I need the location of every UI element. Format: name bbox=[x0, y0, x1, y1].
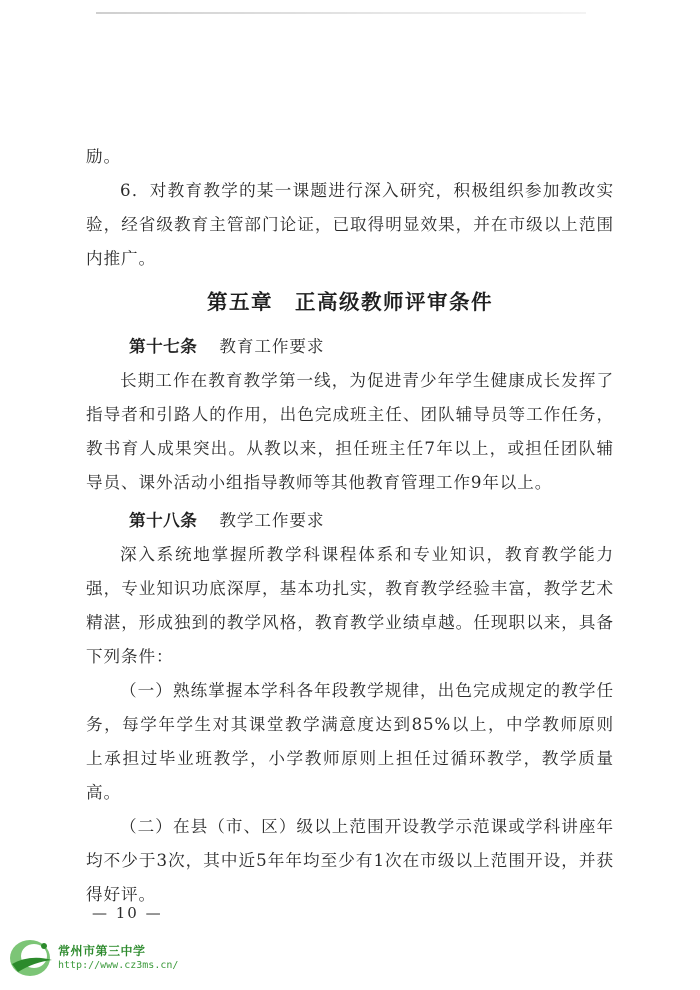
item-6: 6．对教育教学的某一课题进行深入研究，积极组织参加教改实验，经省级教育主管部门论证，已取得明显效果，并在市级以上范围内推广。 bbox=[86, 181, 614, 268]
chapter-number: 第五章 bbox=[207, 290, 273, 314]
article-17-paragraph: 长期工作在教育教学第一线，为促进青少年学生健康成长发挥了指导者和引路人的作用，出色完成班主任、团队辅导员等工作任务，教书育人成果突出。从教以来，担任班主任7年以上，或担任团队辅导员、课外活动小组指导教师等其他教育管理工作9年以上。 bbox=[86, 371, 614, 492]
top-border-line bbox=[96, 12, 586, 14]
watermark-url[interactable]: http://www.cz3ms.cn/ bbox=[58, 960, 179, 971]
document-page bbox=[86, 140, 614, 912]
article-18-item-2: （二）在县（市、区）级以上范围开设教学示范课或学科讲座年均不少于3次，其中近5年年均至少有1次在市级以上范围开设，并获得好评。 bbox=[86, 817, 614, 904]
article-title: 教育工作要求 bbox=[219, 337, 325, 356]
article-18-item-1: （一）熟练掌握本学科各年段教学规律，出色完成规定的教学任务，每学年学生对其课堂教学满意度达到85%以上，中学教师原则上承担过毕业班教学，小学教师原则上担任过循环教学，教学质量高。 bbox=[86, 681, 614, 802]
article-title: 教学工作要求 bbox=[219, 511, 325, 530]
article-number: 第十七条 bbox=[129, 337, 198, 356]
school-watermark bbox=[8, 934, 188, 980]
school-logo-icon bbox=[8, 934, 56, 980]
article-number: 第十八条 bbox=[129, 511, 198, 530]
chapter-name: 正高级教师评审条件 bbox=[295, 290, 493, 314]
article-17-heading bbox=[86, 330, 614, 364]
continued-text: 励。 bbox=[86, 147, 121, 166]
page-number: — 10 — bbox=[92, 904, 163, 922]
watermark-school-name: 常州市第三中学 bbox=[58, 944, 146, 958]
chapter-title bbox=[86, 282, 614, 322]
article-18-heading bbox=[86, 504, 614, 538]
article-18-paragraph: 深入系统地掌握所教学科课程体系和专业知识，教育教学能力强，专业知识功底深厚，基本功扎实，教育教学经验丰富，教学艺术精湛，形成独到的教学风格，教育教学业绩卓越。任现职以来，具备下列条件： bbox=[86, 545, 614, 666]
